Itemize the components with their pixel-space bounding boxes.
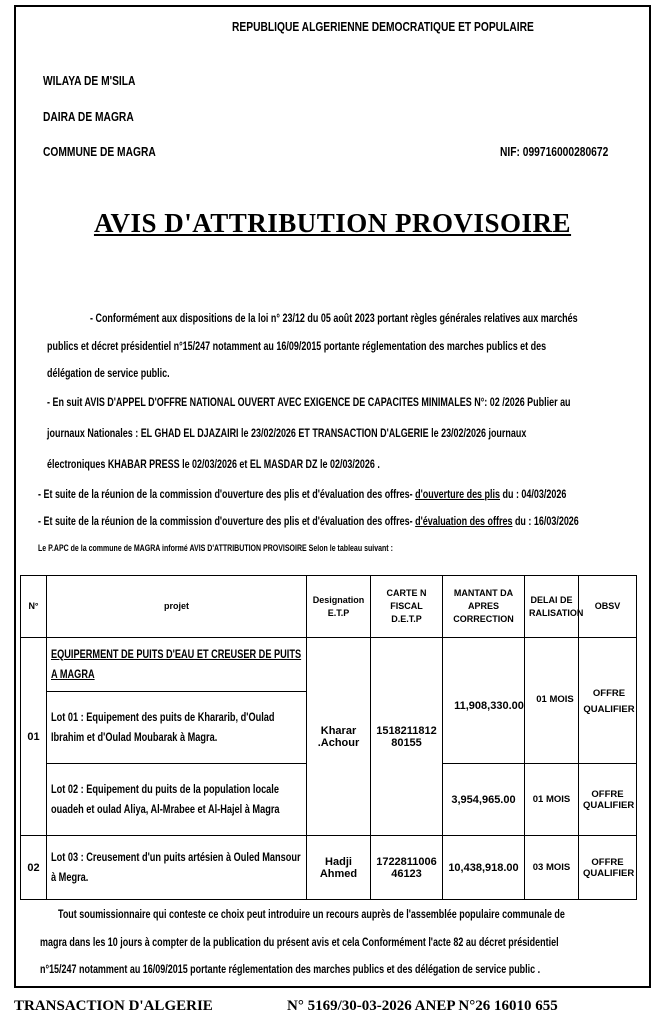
col-header-designation: Designation E.T.P [307, 576, 371, 638]
col-header-projet: projet [47, 576, 307, 638]
col-header-carte: CARTE N FISCAL D.E.T.P [371, 576, 443, 638]
lot-02-obsv: OFFRE QUALIFIER [579, 764, 637, 836]
lot-02-label: Lot 02 : Equipement du puits de la population locale ouadeh et oulad Aliya, Al-Mrabee et Al-Hajel à Magra [47, 764, 307, 836]
carte-fiscal: 1722811006 46123 [371, 836, 443, 900]
lot-01-obsv: OFFRE QUALIFIER [583, 688, 635, 715]
legal-basis-line-1: - Conformément aux dispositions de la loi n° 23/12 du 05 août 2023 portant règles générales relatives aux marchés [90, 313, 578, 325]
evaluation-meeting-line: - Et suite de la réunion de la commission d'ouverture des plis et d'évaluation des offres- d'évaluation des offres du : 16/03/2026 [38, 516, 579, 528]
nif-number: NIF: 099716000280672 [500, 145, 609, 159]
table-header-row [21, 576, 637, 638]
col-header-num: N° [21, 576, 47, 638]
opening-meeting-line: - Et suite de la réunion de la commission d'ouverture des plis et d'évaluation des offres- d'ouverture des plis du : 04/03/2026 [38, 489, 567, 501]
project-title: EQUIPERMENT DE PUITS D'EAU ET CREUSER DE PUITS A MAGRA [47, 638, 307, 692]
table-intro-line: Le P.APC de la commune de MAGRA informé AVIS D'ATTRIBUTION PROVISOIRE Selon le tableau suivant : [38, 543, 393, 553]
tender-notice-line-2: journaux Nationales : EL GHAD EL DJAZAIRI le 23/02/2026 ET TRANSACTION D'ALGERIE le 23/02/2026 journaux [47, 428, 527, 440]
attribution-table [20, 575, 637, 900]
carte-fiscal: 1518211812 80155 [371, 638, 443, 836]
wilaya-line: WILAYA DE M'SILA [43, 74, 136, 88]
designation-etp: Kharar .Achour [307, 638, 371, 836]
appeal-notice-line-1: Tout soumissionnaire qui conteste ce choix peut introduire un recours auprès de l'assemblée populaire communale de [58, 909, 565, 921]
publication-reference: N° 5169/30-03-2026 ANEP N°26 16010 655 [287, 998, 558, 1014]
tender-notice-line-1: - En suit AVIS D'APPEL D'OFFRE NATIONAL OUVERT AVEC EXIGENCE DE CAPACITES MINIMALES N°: 02 /2026 Publier au [47, 397, 571, 409]
col-header-obsv: OBSV [579, 576, 637, 638]
tender-notice-line-3: électroniques KHABAR PRESS le 02/03/2026 et EL MASDAR DZ le 02/03/2026 . [47, 459, 380, 471]
col-header-montant: MANTANT DA APRES CORRECTION [443, 576, 525, 638]
col-header-delai: DELAI DE RALISATION [525, 576, 579, 638]
designation-etp: Hadji Ahmed [307, 836, 371, 900]
lot-03-obsv: OFFRE QUALIFIER [579, 836, 637, 900]
republic-heading: REPUBLIQUE ALGERIENNE DEMOCRATIQUE ET POPULAIRE [232, 20, 534, 34]
page-title: AVIS D'ATTRIBUTION PROVISOIRE [93, 208, 572, 238]
group-number: 01 [21, 638, 47, 836]
legal-basis-line-2: publics et décret présidentiel n°15/247 notamment au 16/09/2015 portante réglementation des marches publics et des [47, 341, 547, 353]
appeal-notice-line-3: n°15/247 notamment au 16/09/2015 portante réglementation des marches publics et des délégation de service public . [40, 964, 541, 976]
lot-01-label: Lot 01 : Equipement des puits de Khararib, d'Oulad Ibrahim et d'Oulad Moubarak à Magra. [47, 692, 307, 764]
lot-02-delai: 01 MOIS [525, 764, 579, 836]
legal-basis-line-3: délégation de service public. [47, 368, 170, 380]
group-number: 02 [21, 836, 47, 900]
lot-03-montant: 10,438,918.00 [443, 836, 525, 900]
daira-line: DAIRA DE MAGRA [43, 110, 134, 124]
lot-03-label: Lot 03 : Creusement d'un puits artésien à Ouled Mansour à Megra. [47, 836, 307, 900]
publication-name: TRANSACTION D'ALGERIE [14, 998, 213, 1014]
appeal-notice-line-2: magra dans les 10 jours à compter de la publication du présent avis et cela Conformément l'acte 82 au décret présidentiel [40, 937, 559, 949]
lot-01-delai: 01 MOIS [536, 694, 574, 705]
lot-01-montant: 11,908,330.00 [454, 700, 524, 712]
commune-line: COMMUNE DE MAGRA [43, 145, 156, 159]
lot-02-montant: 3,954,965.00 [443, 764, 525, 836]
table-row [21, 836, 637, 900]
lot-03-delai: 03 MOIS [525, 836, 579, 900]
table-row [21, 638, 637, 692]
